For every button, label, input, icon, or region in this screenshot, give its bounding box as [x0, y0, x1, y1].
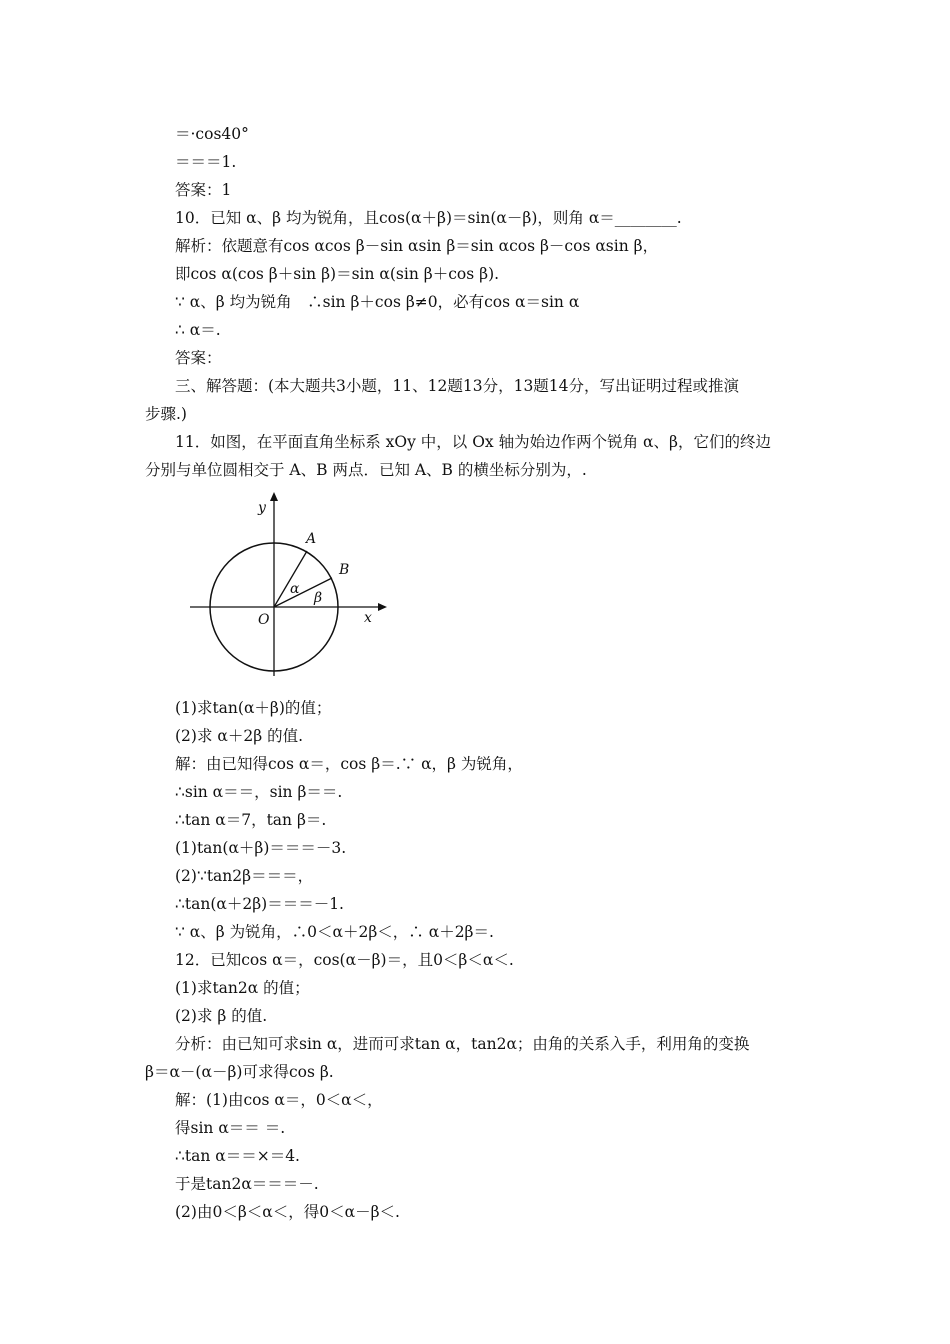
point-a-label: A [306, 531, 317, 547]
text-line: ＝·cos40° [175, 125, 249, 143]
axis-x-label: x [364, 610, 372, 626]
text-line: (2)∵tan2β＝＝＝， [175, 867, 314, 885]
text-line: ∴ α＝. [175, 321, 221, 339]
text-line: (2)求 β 的值. [175, 1007, 268, 1025]
section-heading: 三、解答题：(本大题共3小题，11、12题13分，13题14分，写出证明过程或推演 [175, 377, 740, 395]
text-line: ∵ α、β 为锐角，∴0＜α＋2β＜，∴ α＋2β＝. [175, 923, 494, 941]
text-line: 解：由已知得cos α＝，cos β＝.∵ α，β 为锐角， [175, 755, 523, 773]
origin-label: O [258, 612, 270, 628]
text-line: (2)求 α＋2β 的值. [175, 727, 304, 745]
point-b-label: B [339, 562, 350, 578]
text-line: β＝α－(α－β)可求得cos β. [145, 1063, 334, 1081]
text-line: 即cos α(cos β＋sin β)＝sin α(sin β＋cos β). [175, 265, 500, 283]
alpha-label: α [290, 581, 300, 597]
text-line: 步骤.) [145, 405, 187, 423]
text-line: ∴tan α＝＝×＝4. [175, 1147, 300, 1165]
unit-circle-figure [190, 490, 400, 680]
text-line: 于是tan2α＝＝＝－. [175, 1175, 319, 1193]
text-line: 答案：1 [175, 181, 232, 199]
text-line: ∴tan(α＋2β)＝＝＝－1. [175, 895, 344, 913]
question-11: 11．如图，在平面直角坐标系 xOy 中，以 Ox 轴为始边作两个锐角 α、β，它们的终边 [175, 433, 771, 451]
text-line: 分别与单位圆相交于 A、B 两点．已知 A、B 的横坐标分别为，. [145, 461, 587, 479]
text-line: (2)由0＜β＜α＜，得0＜α－β＜. [175, 1203, 400, 1221]
text-line: (1)tan(α＋β)＝＝＝－3. [175, 839, 347, 857]
beta-label: β [314, 590, 323, 606]
text-line: 答案： [175, 349, 222, 367]
text-line: (1)求tan2α 的值； [175, 979, 310, 997]
text-line: 解：(1)由cos α＝，0＜α＜， [175, 1091, 383, 1109]
question-12: 12．已知cos α＝，cos(α－β)＝，且0＜β＜α＜. [175, 951, 514, 969]
text-line: 得sin α＝＝ ＝. [175, 1119, 286, 1137]
text-line: ∴tan α＝7，tan β＝. [175, 811, 327, 829]
question-10: 10．已知 α、β 均为锐角，且cos(α＋β)＝sin(α－β)，则角 α＝________. [175, 209, 682, 227]
text-line: ∵ α、β 均为锐角 ∴sin β＋cos β≠0，必有cos α＝sin α [175, 293, 580, 311]
text-line: 解析：依题意有cos αcos β－sin αsin β＝sin αcos β－cos αsin β， [175, 237, 659, 255]
axis-y-label: y [258, 500, 266, 516]
text-line: (1)求tan(α＋β)的值； [175, 699, 332, 717]
text-line: ∴sin α＝＝，sin β＝＝. [175, 783, 343, 801]
text-line: ＝＝＝1. [175, 153, 237, 171]
text-line: 分析：由已知可求sin α，进而可求tan α，tan2α；由角的关系入手，利用角的变换 [175, 1035, 750, 1053]
